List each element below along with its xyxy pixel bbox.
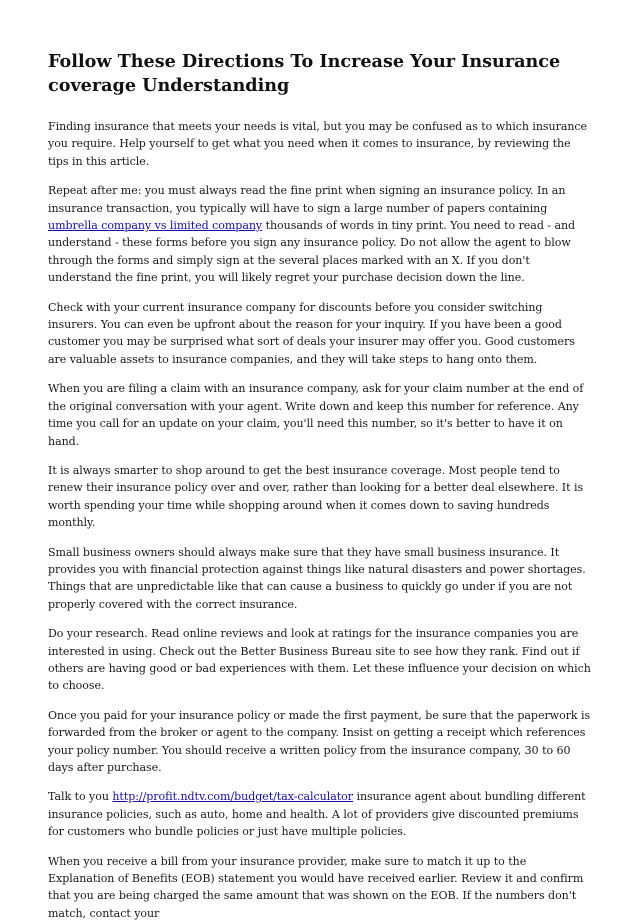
paragraph-intro: Finding insurance that meets your needs is vital, but you may be confused as to which insurance you require. Help yourself to get what you need when it comes to insurance, by reviewing the tips in this article. [48,120,588,168]
paragraph-text: thousands of words in tiny print. You need to read - and understand - these forms before you sign any insurance policy. Do not allow the agent to blow through the forms and simply sign at the several places marked with an X. If you don't understand the fine print, you will likely regret your purchase decision down the line. [48,219,576,285]
page-title: Follow These Directions To Increase Your Insurance coverage Understanding [48,51,561,96]
paragraph-text: Talk to you [48,790,113,804]
paragraph-small-business: Small business owners should always make sure that they have small business insurance. It provides you with financial protection against things like natural disasters and power shortages. Things that are unpredictable like that can cause a business to quickly go under if you are not properly covered with the correct insurance. [48,545,586,611]
paragraph-bundling [48,788,594,840]
paragraph-research: Do your research. Read online reviews and look at ratings for the insurance companies you are interested in using. Check out the Better Business Bureau site to see how they rank. Find out if others are having good or bad experiences with them. Let these influence your decision on which to choose. [48,627,591,693]
paragraph-claim-number: When you are filing a claim with an insurance company, ask for your claim number at the end of the original conversation with your agent. Write down and keep this number for reference. Any time you call for an update on your claim, you'll need this number, so it's better to have it on hand. [48,382,584,448]
paragraph-text: Repeat after me: you must always read the fine print when signing an insurance policy. In an insurance transaction, you typically will have to sign a large number of papers containing [48,184,566,215]
paragraph-discounts: Check with your current insurance company for discounts before you consider switching insurers. You can even be upfront about the reason for your inquiry. If you have been a good customer you may be surprised what sort of deals your insurer may offer you. Good customers are valuable assets to insurance companies, and they will take steps to hang onto them. [48,300,575,366]
paragraph-text: insurance agent about bundling different insurance policies, such as auto, home and health. A lot of providers give discounted premiums for customers who bundle policies or just have multiple policies. [48,790,586,839]
paragraph-paperwork: Once you paid for your insurance policy or made the first payment, be sure that the paperwork is forwarded from the broker or agent to the company. Insist on getting a receipt which references your policy number. You should receive a written policy from the insurance company, 30 to 60 days after purchase. [48,708,591,774]
umbrella-company-link[interactable]: umbrella company vs limited company [48,219,263,233]
paragraph-eob: When you receive a bill from your insurance provider, make sure to match it up to the Explanation of Benefits (EOB) statement you would have received earlier. Review it and confirm that you are being charged the same amount that was shown on the EOB. If the numbers don't match, contact your [48,854,584,920]
paragraph-shop-around: It is always smarter to shop around to get the best insurance coverage. Most people tend to renew their insurance policy over and over, rather than looking for a better deal elsewhere. It is worth spending your time while shopping around when it comes down to saving hundreds monthly. [48,463,584,530]
paragraph-fine-print [48,182,594,286]
tax-calculator-link[interactable]: http://profit.ndtv.com/budget/tax-calculator [112,790,353,804]
